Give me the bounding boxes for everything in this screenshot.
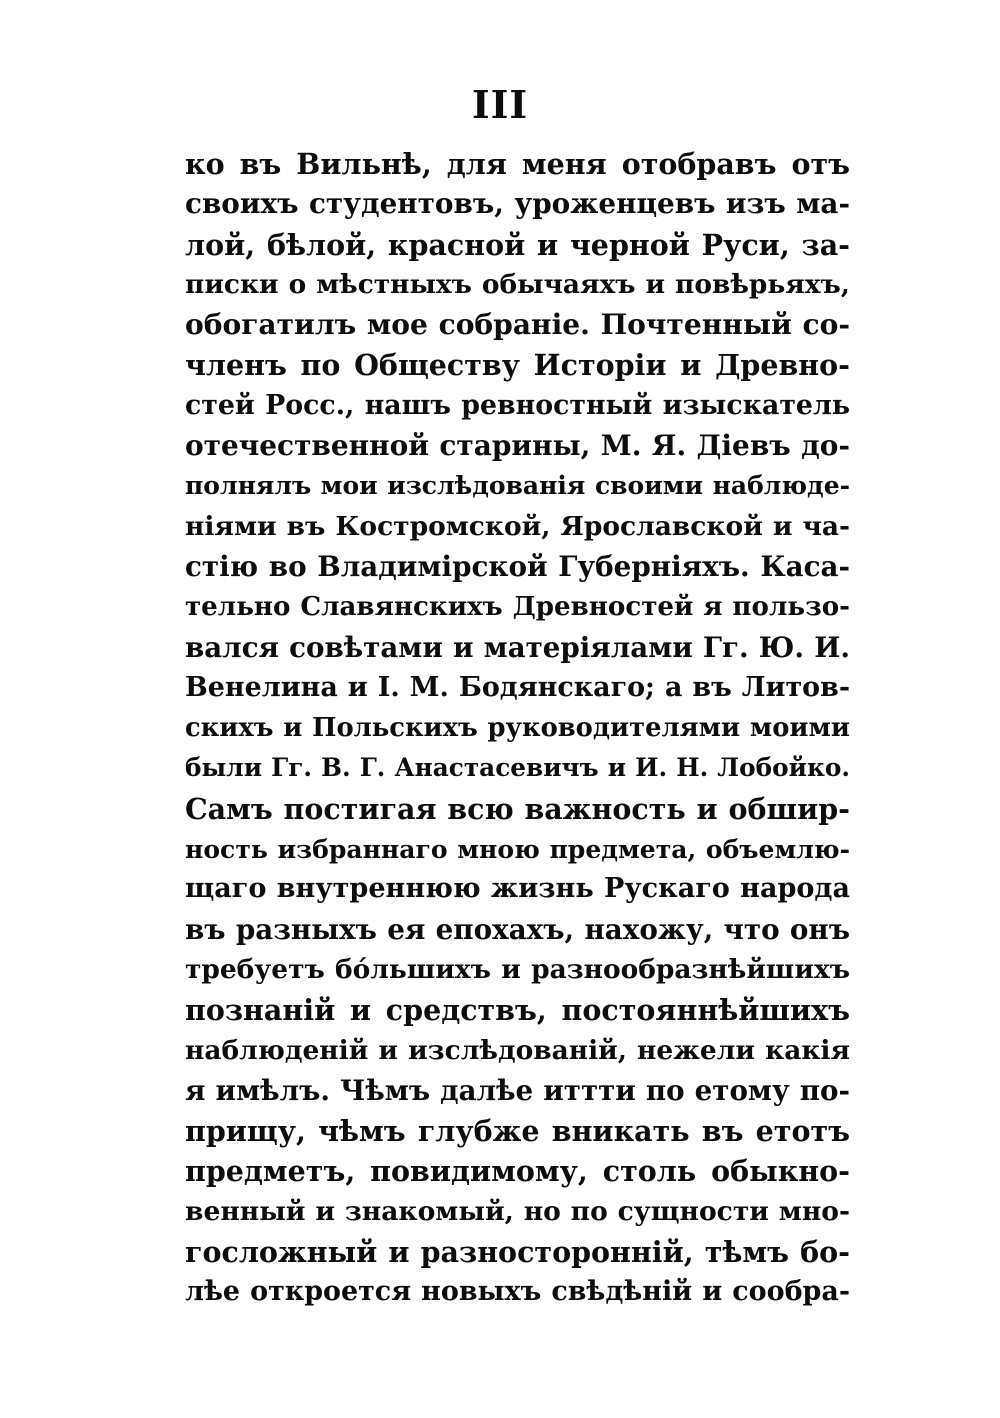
text-line: ніями въ Костромской, Ярославской и ча- bbox=[185, 510, 850, 542]
text-line: полнялъ мои изслѣдованія своими наблюде- bbox=[185, 471, 850, 501]
text-line: своихъ студентовъ, уроженцевъ изъ ма- bbox=[185, 187, 850, 221]
text-line: ность избраннаго мною предмета, объемлю- bbox=[185, 834, 850, 865]
text-line: были Гг. В. Г. Анастасевичъ и И. Н. Лобойко. bbox=[185, 753, 850, 783]
text-line: лой, бѣлой, красной и черной Руси, за- bbox=[185, 227, 850, 262]
text-line: въ разныхъ ея епохахъ, нахожу, что онъ bbox=[185, 912, 850, 946]
text-line: скихъ и Польскихъ руководителями моими bbox=[185, 713, 850, 744]
text-line: познаній и средствъ, постояннѣйшихъ bbox=[185, 993, 850, 1028]
text-line: обогатилъ мое собраніе. Почтенный со- bbox=[185, 308, 850, 342]
text-line: предметъ, повидимому, столь обыкно- bbox=[185, 1154, 850, 1189]
text-line: требуетъ бо́льшихъ и разнообразнѣйшихъ bbox=[185, 953, 850, 985]
text-line: членъ по Обществу Исторіи и Древно- bbox=[185, 348, 850, 383]
text-line: Самъ постигая всю важность и обшир- bbox=[185, 791, 850, 826]
text-line: венный и знакомый, но по сущности мно- bbox=[185, 1195, 850, 1227]
text-line: прищу, чѣмъ глубже вникать въ етотъ bbox=[185, 1114, 850, 1149]
text-line: госложный и разносторонній, тѣмъ бо- bbox=[185, 1235, 850, 1270]
text-line: лѣе откроется новыхъ свѣдѣній и сообра- bbox=[185, 1276, 850, 1308]
text-line: писки о мѣстныхъ обычаяхъ и повѣрьяхъ, bbox=[185, 268, 850, 300]
text-line: стей Росс., нашъ ревностный изыскатель bbox=[185, 389, 850, 421]
text-line: я имѣлъ. Чѣмъ далѣе иттти по етому по- bbox=[185, 1073, 850, 1107]
text-line: вался совѣтами и матеріялами Гг. Ю. И. bbox=[185, 630, 850, 664]
text-line: стію во Владимірской Губерніяхъ. Каса- bbox=[185, 549, 850, 583]
text-line: щаго внутреннюю жизнь Рускаго народа bbox=[185, 873, 850, 905]
text-line: тельно Славянскихъ Древностей я пользо- bbox=[185, 591, 850, 623]
text-line: отечественной старины, М. Я. Діевъ до- bbox=[185, 429, 850, 463]
text-line: наблюденій и изслѣдованій, нежели какія bbox=[185, 1034, 850, 1066]
text-line: ко въ Вильнѣ, для меня отобравъ отъ bbox=[185, 147, 850, 181]
page-number: III bbox=[471, 82, 529, 127]
text-line: Венелина и І. М. Бодянскаго; а въ Литов- bbox=[185, 671, 850, 703]
body-text bbox=[185, 144, 850, 1313]
